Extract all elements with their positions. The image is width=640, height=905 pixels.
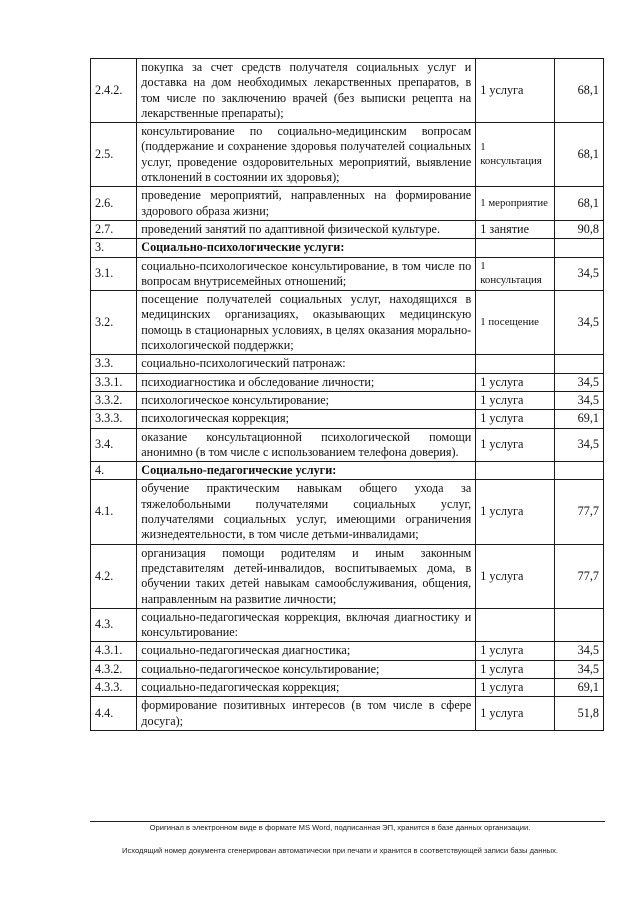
footer-divider <box>90 821 605 822</box>
unit-cell <box>476 608 554 642</box>
table-row <box>91 123 604 187</box>
price-cell: 77,7 <box>554 480 603 544</box>
footer-note-original: Оригинал в электронном виде в формате MS Word, подписанная ЭП, хранится в базе данных организации. <box>149 823 531 832</box>
unit-cell <box>476 239 554 257</box>
price-cell: 34,5 <box>554 391 603 409</box>
service-description-cell: организация помощи родителям и иным законным представителям детей-инвалидов, воспитываемых дома, в обучении таких детей навыкам самообслуживания, общения, направленным на развитие личности; <box>137 544 476 608</box>
item-number-cell: 2.4.2. <box>91 59 137 123</box>
service-description-cell: проведение мероприятий, направленных на формирование здорового образа жизни; <box>137 187 476 221</box>
unit-cell: 1 консультация <box>476 257 554 291</box>
item-number-cell: 3.1. <box>91 257 137 291</box>
unit-cell: 1 услуга <box>476 678 554 696</box>
unit-cell: 1 услуга <box>476 59 554 123</box>
unit-cell: 1 услуга <box>476 642 554 660</box>
service-description-cell: социально-педагогическая диагностика; <box>137 642 476 660</box>
table-row <box>91 59 604 123</box>
unit-cell: 1 услуга <box>476 410 554 428</box>
price-cell <box>554 608 603 642</box>
unit-cell: 1 услуга <box>476 544 554 608</box>
unit-cell: 1 услуга <box>476 660 554 678</box>
price-cell: 51,8 <box>554 697 603 731</box>
table-row <box>91 257 604 291</box>
section-row <box>91 239 604 257</box>
table-row <box>91 660 604 678</box>
item-number-cell: 4.3.3. <box>91 678 137 696</box>
price-cell: 77,7 <box>554 544 603 608</box>
unit-cell <box>476 355 554 373</box>
price-cell: 68,1 <box>554 187 603 221</box>
table-row <box>91 187 604 221</box>
item-number-cell: 4.3.2. <box>91 660 137 678</box>
table-row <box>91 428 604 462</box>
service-description-cell: формирование позитивных интересов (в том числе в сфере досуга); <box>137 697 476 731</box>
service-description-cell: социально-педагогическая коррекция; <box>137 678 476 696</box>
item-number-cell: 3.3.1. <box>91 373 137 391</box>
item-number-cell: 3.3.3. <box>91 410 137 428</box>
table-row <box>91 678 604 696</box>
section-title-cell: Социально-психологические услуги: <box>137 239 476 257</box>
table-row <box>91 480 604 544</box>
unit-cell: 1 услуга <box>476 428 554 462</box>
price-cell: 90,8 <box>554 220 603 238</box>
table-row <box>91 391 604 409</box>
table-row <box>91 410 604 428</box>
price-cell: 34,5 <box>554 660 603 678</box>
service-description-cell: оказание консультационной психологической помощи анонимно (в том числе с использованием телефона доверия). <box>137 428 476 462</box>
item-number-cell: 3.2. <box>91 291 137 355</box>
unit-cell: 1 занятие <box>476 220 554 238</box>
item-number-cell: 4.3. <box>91 608 137 642</box>
table-body <box>91 59 604 731</box>
item-number-cell: 3.3.2. <box>91 391 137 409</box>
table-row <box>91 291 604 355</box>
service-description-cell: социально-психологическое консультирование, в том числе по вопросам внутрисемейных отношений; <box>137 257 476 291</box>
table-row <box>91 697 604 731</box>
table-row <box>91 220 604 238</box>
table-row <box>91 642 604 660</box>
footer-note-number: Исходящий номер документа сгенерирован автоматически при печати и хранится в соответствующей записи базы данных. <box>121 846 558 855</box>
table-row <box>91 608 604 642</box>
price-cell: 34,5 <box>554 291 603 355</box>
price-cell: 34,5 <box>554 428 603 462</box>
unit-cell: 1 услуга <box>476 373 554 391</box>
service-description-cell: психологическая коррекция; <box>137 410 476 428</box>
service-description-cell: социально-педагогическая коррекция, включая диагностику и консультирование: <box>137 608 476 642</box>
unit-cell: 1 услуга <box>476 480 554 544</box>
item-number-cell: 4.1. <box>91 480 137 544</box>
item-number-cell: 3. <box>91 239 137 257</box>
unit-cell: 1 консультация <box>476 123 554 187</box>
service-description-cell: проведений занятий по адаптивной физической культуре. <box>137 220 476 238</box>
service-description-cell: социально-психологический патронаж: <box>137 355 476 373</box>
table-row <box>91 355 604 373</box>
unit-cell: 1 мероприятие <box>476 187 554 221</box>
service-description-cell: психологическое консультирование; <box>137 391 476 409</box>
item-number-cell: 2.6. <box>91 187 137 221</box>
price-cell <box>554 239 603 257</box>
service-description-cell: обучение практическим навыкам общего ухода за тяжелобольными получателями социальных услуг, получателями социальных услуг, имеющими ограничения жизнедеятельности, в том числе детьми-инвалидами; <box>137 480 476 544</box>
service-description-cell: консультирование по социально-медицинским вопросам (поддержание и сохранение здоровья получателей социальных услуг, проведение оздоровительных мероприятий, выявление отклонений в состоянии их здоровья); <box>137 123 476 187</box>
item-number-cell: 3.3. <box>91 355 137 373</box>
item-number-cell: 4.3.1. <box>91 642 137 660</box>
price-cell: 69,1 <box>554 410 603 428</box>
section-row <box>91 462 604 480</box>
service-description-cell: посещение получателей социальных услуг, находящихся в медицинских организациях, оказывающих медицинскую помощь в стационарных условиях, в целях оказания морально-психологической поддержки; <box>137 291 476 355</box>
service-description-cell: покупка за счет средств получателя социальных услуг и доставка на дом необходимых лекарственных препаратов, в том числе по заключению врачей (без выписки рецепта на лекарственные препараты); <box>137 59 476 123</box>
item-number-cell: 2.5. <box>91 123 137 187</box>
unit-cell: 1 услуга <box>476 391 554 409</box>
price-cell: 34,5 <box>554 642 603 660</box>
item-number-cell: 4. <box>91 462 137 480</box>
unit-cell <box>476 462 554 480</box>
price-cell: 68,1 <box>554 123 603 187</box>
section-title-cell: Социально-педагогические услуги: <box>137 462 476 480</box>
price-cell: 69,1 <box>554 678 603 696</box>
item-number-cell: 4.2. <box>91 544 137 608</box>
price-cell <box>554 462 603 480</box>
price-cell: 34,5 <box>554 257 603 291</box>
services-tariff-table <box>90 58 604 731</box>
item-number-cell: 2.7. <box>91 220 137 238</box>
price-cell <box>554 355 603 373</box>
table-row <box>91 373 604 391</box>
service-description-cell: психодиагностика и обследование личности; <box>137 373 476 391</box>
unit-cell: 1 услуга <box>476 697 554 731</box>
item-number-cell: 4.4. <box>91 697 137 731</box>
table-row <box>91 544 604 608</box>
price-cell: 68,1 <box>554 59 603 123</box>
price-cell: 34,5 <box>554 373 603 391</box>
service-description-cell: социально-педагогическое консультирование; <box>137 660 476 678</box>
unit-cell: 1 посещение <box>476 291 554 355</box>
item-number-cell: 3.4. <box>91 428 137 462</box>
